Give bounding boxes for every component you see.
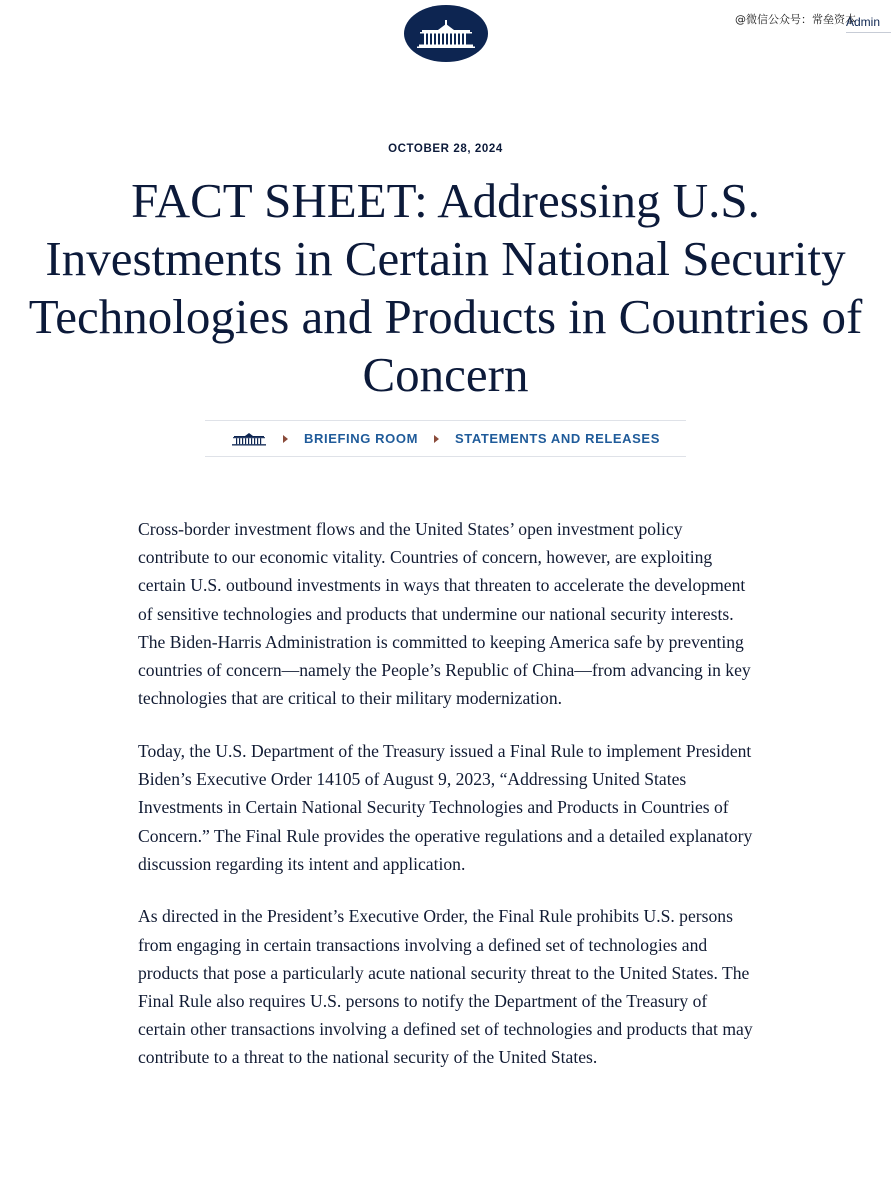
publish-date: OCTOBER 28, 2024 xyxy=(388,143,503,155)
breadcrumb-separator-icon xyxy=(283,435,288,443)
site-header xyxy=(0,0,891,70)
admin-link[interactable]: Admin xyxy=(846,15,891,33)
watermark-text: @微信公众号：常垒资本 xyxy=(735,13,856,26)
breadcrumb xyxy=(205,420,686,457)
white-house-logo-link[interactable] xyxy=(404,5,488,62)
article-body xyxy=(138,515,758,1096)
white-house-icon xyxy=(231,431,267,447)
page-title: FACT SHEET: Addressing U.S. Investments in Certain National Security Technologies and Products in Countries of Concern xyxy=(28,173,863,402)
breadcrumb-separator-icon xyxy=(434,435,439,443)
article-paragraph-1: Cross-border investment flows and the United States’ open investment policy contribute to our economic vitality. Countries of concern, however, are exploiting certain U.S. outbound investments in ways that threaten to accelerate the development of sensitive technologies and products that undermine our national security interests. The Biden-Harris Administration is committed to keeping America safe by preventing countries of concern—namely the People’s Republic of China—from advancing in key technologies that are critical to their military modernization. xyxy=(138,519,751,709)
white-house-icon xyxy=(416,18,476,50)
breadcrumb-briefing-room[interactable]: BRIEFING ROOM xyxy=(304,431,418,446)
breadcrumb-statements-releases[interactable]: STATEMENTS AND RELEASES xyxy=(455,431,660,446)
article-paragraph-3: As directed in the President’s Executive Order, the Final Rule prohibits U.S. persons from engaging in certain transactions involving a defined set of technologies and products that pose a particularly acute national security threat to the United States. The Final Rule also requires U.S. persons to notify the Department of the Treasury of certain other transactions involving a defined set of technologies and products that may contribute to a threat to the national security of the United States. xyxy=(138,906,753,1068)
breadcrumb-home-link[interactable] xyxy=(231,431,267,447)
article-paragraph-2: Today, the U.S. Department of the Treasury issued a Final Rule to implement President Biden’s Executive Order 14105 of August 9, 2023, “Addressing United States Investments in Certain National Security Technologies and Products in Countries of Concern.” The Final Rule provides the operative regulations and a detailed explanatory discussion regarding its intent and application. xyxy=(138,740,753,874)
